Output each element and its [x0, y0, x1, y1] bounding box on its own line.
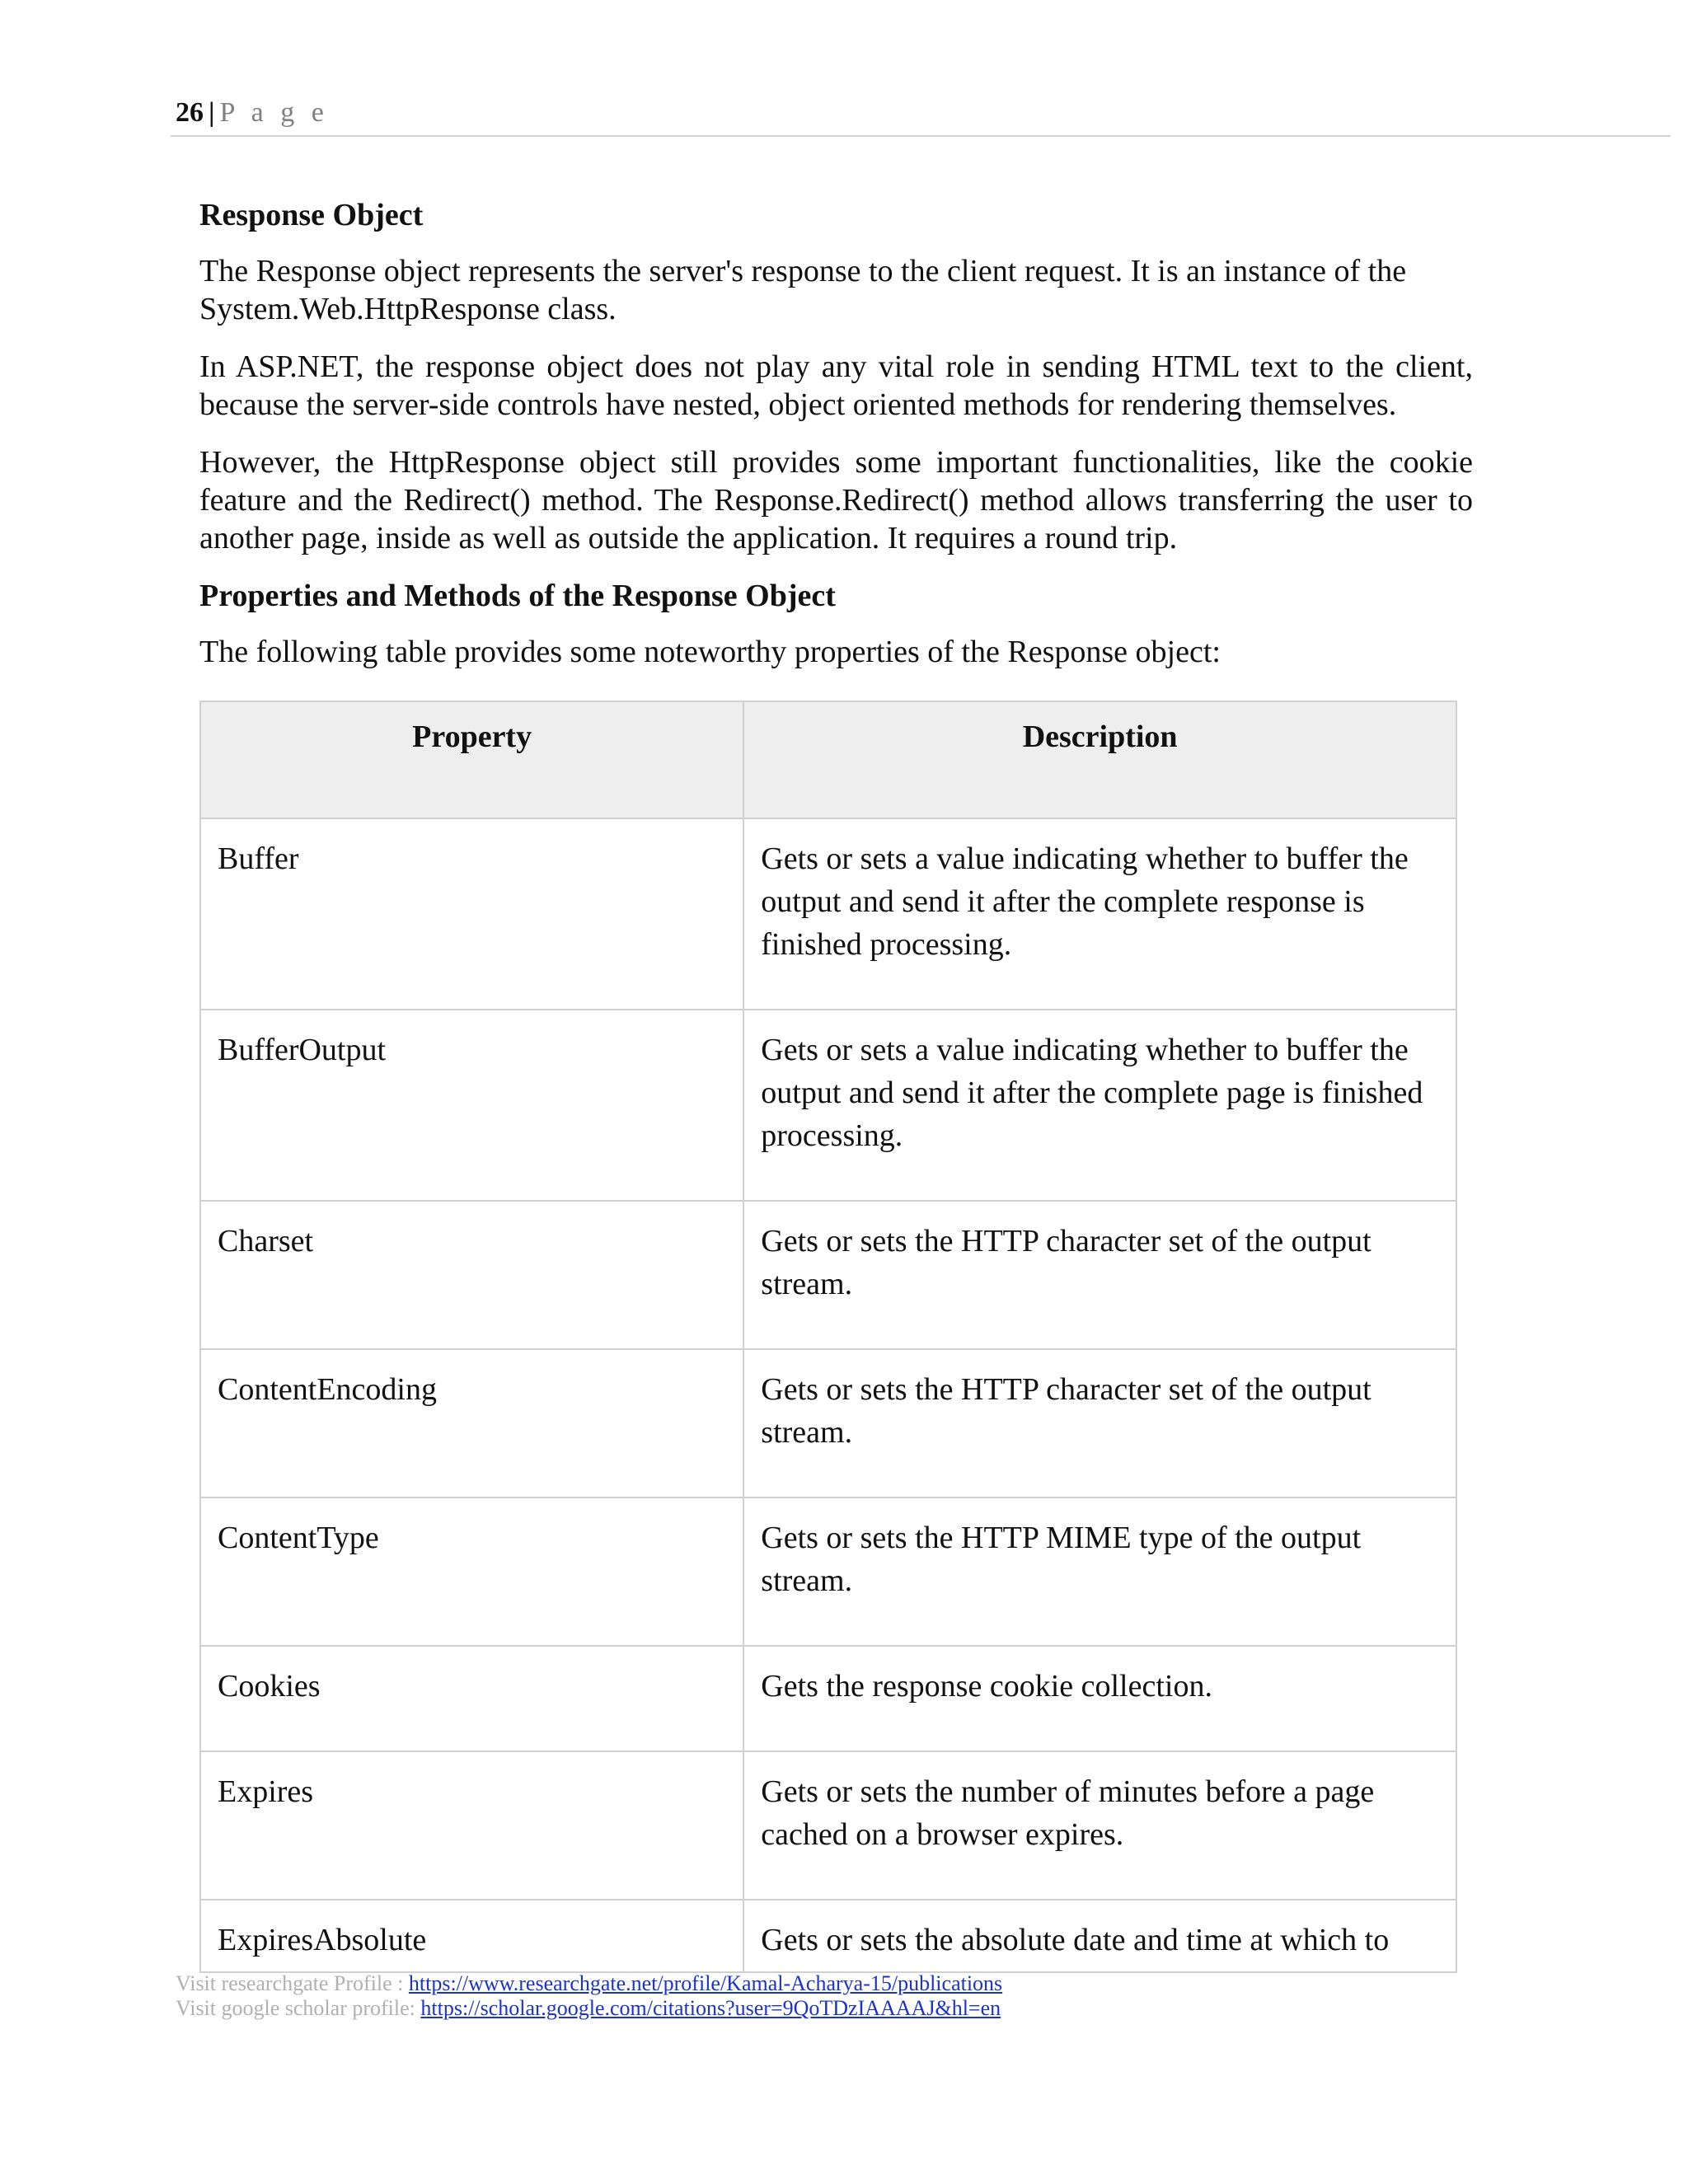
table-row [200, 1497, 1456, 1646]
property-cell: Buffer [200, 818, 743, 1010]
column-header-property: Property [200, 701, 743, 818]
table-row [200, 1349, 1456, 1497]
properties-table [199, 701, 1457, 1973]
scholar-label: Visit google scholar profile: [176, 1996, 415, 2020]
table-row [200, 1900, 1456, 1972]
property-cell: ContentEncoding [200, 1349, 743, 1497]
table-intro: The following table provides some noteworthy properties of the Response object: [199, 635, 1221, 669]
table-row [200, 1201, 1456, 1349]
description-cell: Gets or sets a value indicating whether to buffer the output and send it after the complete page is finished processing. [743, 1010, 1456, 1201]
table-header-row [200, 701, 1456, 818]
page-label: P a g e [219, 97, 329, 128]
subsection-title: Properties and Methods of the Response Object [199, 579, 836, 613]
property-cell: BufferOutput [200, 1010, 743, 1201]
description-cell: Gets or sets the absolute date and time at which to [743, 1900, 1456, 1972]
paragraph: The Response object represents the server's response to the client request. It is an instance of the System.Web.HttpResponse class. [199, 254, 1407, 326]
table-row [200, 1751, 1456, 1900]
property-cell: ExpiresAbsolute [200, 1900, 743, 1972]
header-separator: | [209, 97, 215, 128]
paragraph: In ASP.NET, the response object does not play any vital role in sending HTML text to the client, because the server-side controls have nested, object oriented methods for rendering themselves. [199, 349, 1473, 422]
page-number: 26 [176, 97, 204, 128]
property-cell: Charset [200, 1201, 743, 1349]
researchgate-link[interactable]: https://www.researchgate.net/profile/Kamal-Acharya-15/publications [408, 1971, 1003, 1995]
description-cell: Gets or sets the HTTP character set of the output stream. [743, 1349, 1456, 1497]
page-header [176, 97, 329, 129]
description-cell: Gets or sets the HTTP MIME type of the output stream. [743, 1497, 1456, 1646]
scholar-link[interactable]: https://scholar.google.com/citations?user=9QoTDzIAAAAJ&hl=en [420, 1996, 1001, 2020]
page-footer [176, 1971, 1002, 2021]
column-header-description: Description [743, 701, 1456, 818]
table-row [200, 818, 1456, 1010]
description-cell: Gets or sets the HTTP character set of the output stream. [743, 1201, 1456, 1349]
property-cell: ContentType [200, 1497, 743, 1646]
table-row [200, 1646, 1456, 1751]
main-content [199, 196, 1473, 691]
property-cell: Cookies [200, 1646, 743, 1751]
table-row [200, 1010, 1456, 1201]
description-cell: Gets or sets the number of minutes before a page cached on a browser expires. [743, 1751, 1456, 1900]
researchgate-line [176, 1971, 1002, 1996]
description-cell: Gets or sets a value indicating whether to buffer the output and send it after the complete response is finished processing. [743, 818, 1456, 1010]
researchgate-label: Visit researchgate Profile : [176, 1971, 404, 1995]
header-divider [171, 135, 1671, 137]
scholar-line [176, 1996, 1002, 2021]
section-title: Response Object [199, 198, 424, 232]
property-cell: Expires [200, 1751, 743, 1900]
paragraph: However, the HttpResponse object still provides some important functionalities, like the cookie feature and the Redirect() method. The Response.Redirect() method allows transferring the user to another page, inside as well as outside the application. It requires a round trip. [199, 445, 1473, 555]
description-cell: Gets the response cookie collection. [743, 1646, 1456, 1751]
